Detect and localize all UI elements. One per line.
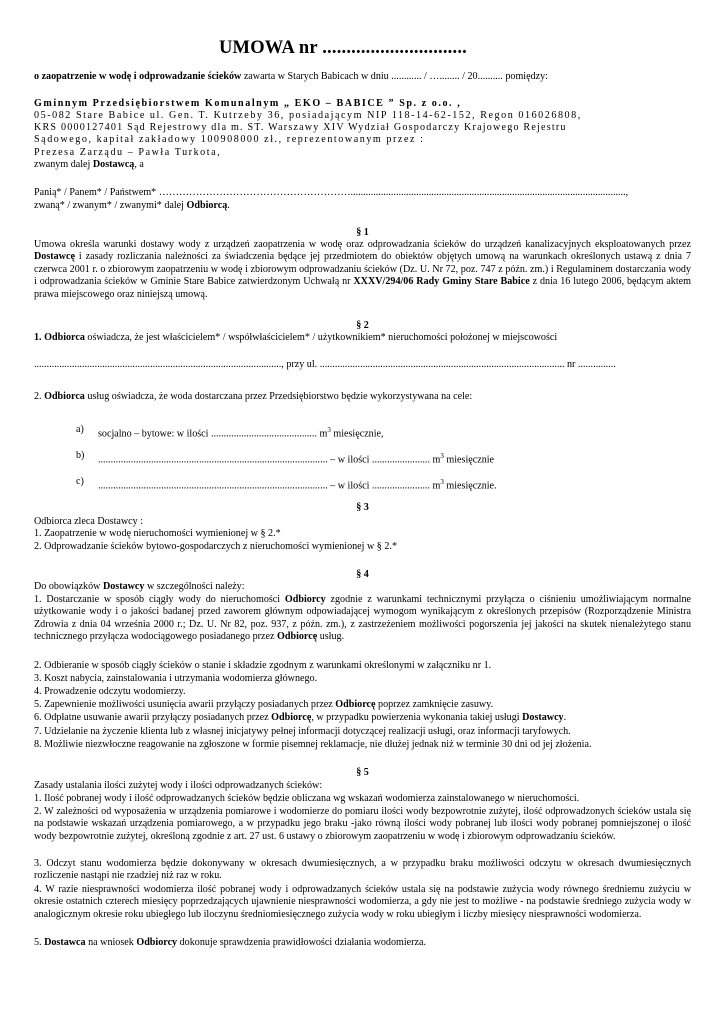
property-address-line: .................................................................................................., przy ul. ................................................................................................. nr ............... xyxy=(34,359,616,370)
section-5-item-5: 5. Dostawca na wniosek Odbiorcy dokonuje sprawdzenia prawidłowości działania wodomierza. xyxy=(34,937,427,948)
supplier-representative: Prezesa Zarządu – Pawła Turkota, xyxy=(34,147,222,158)
section-2-item-1: 1. Odbiorca oświadcza, że jest właścicielem* / współwłaścicielem* / użytkownikiem* nieruchomości położonej w miejscowości xyxy=(34,332,558,343)
section-3-item-2: 2. Odprowadzanie ścieków bytowo-gospodarczych z nieruchomości wymienionej w § 2.* xyxy=(34,541,397,552)
section-1-text: Umowa określa warunki dostawy wody z urządzeń zaopatrzenia w wodę oraz odprowadzania ścieków do urządzeń kanalizacyjnych eksploatowanych przez Dostawcę i zasady rozliczania należności za świadczenia będące jej przedmiotem do obiektów objętych umową na warunkach określonych ustawą z dnia 7 czerwca 2001 r. o zbiorowym zaopatrzeniu w wodę i zbiorowym odprowadzaniu ścieków (Dz. U. Nr 72, poz. 747 z późn. zm.) i Regulaminem dostarczania wody i odprowadzania ścieków w Gminie Stare Babice zatwierdzonym Uchwałą nr XXXV/294/06 Rady Gminy Stare Babice z dnia 16 lutego 2006, będącym aktem prawa miejscowego oraz niniejszą umową. xyxy=(34,239,691,300)
supplier-krs: KRS 0000127401 Sąd Rejestrowy dla m. ST. Warszawy XIV Wydział Gospodarczy Krajowego Rejestru xyxy=(34,122,567,133)
section-3-heading: § 3 xyxy=(356,502,369,513)
section-5-item-3: 3. Odczyt stanu wodomierza będzie dokonywany w okresach dwumiesięcznych, a w przypadku braku możliwości odczytu w okresach dwumiesięcznych rozliczenie nastąpi nie rzadziej niż raz w roku. xyxy=(34,858,691,882)
section-3-intro: Odbiorca zleca Dostawcy : xyxy=(34,516,144,527)
usage-label-b: b) xyxy=(76,450,85,461)
customer-called: zwaną* / zwanym* / zwanymi* dalej Odbiorcą. xyxy=(34,200,230,211)
supplier-address: 05-082 Stare Babice ul. Gen. T. Kutrzeby 36, posiadającym NIP 118-14-62-152, Regon 016026808, xyxy=(34,110,582,121)
section-2-heading: § 2 xyxy=(356,320,369,331)
section-4-item-4: 4. Prowadzenie odczytu wodomierzy. xyxy=(34,686,186,697)
intro-rest: zawarta w Starych Babicach w dniu ............ / …........ / 20.......... pomiędzy: xyxy=(241,71,548,82)
section-5-item-4: 4. W razie niesprawności wodomierza ilość pobranej wody i odprowadzanych ścieków ustala się na podstawie zużycia wody równego średniemu zużyciu w okresie ostatnich czterech miesięcy poprzedzających ujawnienie niesprawności wodomierza, a gdy nie jest to możliwe - na podstawie średniego zużycia wody w analogicznym okresie roku ubiegłego lub iloczynu średniomiesięcznego zużycia wody w roku ubiegłym i liczby miesięcy niesprawności wodomierza. xyxy=(34,884,691,920)
section-5-heading: § 5 xyxy=(356,767,369,778)
customer-line: Panią* / Panem* / Państwem* …………………………………………………............................................................................................................., xyxy=(34,187,629,198)
supplier-called: zwanym dalej Dostawcą, a xyxy=(34,159,144,170)
page-title: UMOWA nr .............................. xyxy=(219,38,467,58)
section-4-item-6: 6. Odpłatne usuwanie awarii przyłączy posiadanych przez Odbiorcę, w przypadku powierzenia wykonania takiej usługi Dostawcy. xyxy=(34,712,567,723)
section-4-heading: § 4 xyxy=(356,569,369,580)
section-3-item-1: 1. Zaopatrzenie w wodę nieruchomości wymienionej w § 2.* xyxy=(34,528,281,539)
intro-subject: o zaopatrzenie w wodę i odprowadzanie ścieków xyxy=(34,71,242,82)
section-2-item-2: 2. Odbiorca usług oświadcza, że woda dostarczana przez Przedsiębiorstwo będzie wykorzystywana na cele: xyxy=(34,391,473,402)
section-5-intro: Zasady ustalania ilości zużytej wody i ilości odprowadzanych ścieków: xyxy=(34,780,323,791)
usage-line-c: ........................................................................................... – w ilości ....................... $m^3$ miesięcznie. xyxy=(98,478,497,492)
section-4-item-1: 1. Dostarczanie w sposób ciągły wody do nieruchomości Odbiorcy zgodnie z warunkami technicznymi przyłącza o ciśnieniu umożliwiającym normalne użytkowanie wody i o jakości badanej przed zaworem głównym odpowiadającej wymogom wynikającym z określonych przepisów (Rozporządzenie Ministra Zdrowia z dnia 04 września 2000 r.; Dz. U. Nr 82, poz. 937, z późn. zm.), z zastrzeżeniem możliwości pogorszenia jej jakości na skutek nienależytego stanu technicznego przyłącza wodociągowego posiadanego przez Odbiorcę usług. xyxy=(34,594,691,643)
supplier-role: Dostawcą xyxy=(92,159,135,170)
section-4-item-2: 2. Odbieranie w sposób ciągły ścieków o stanie i składzie zgodnym z warunkami określonymi w załączniku nr 1. xyxy=(34,660,492,671)
section-4-intro: Do obowiązków Dostawcy w szczególności należy: xyxy=(34,581,245,592)
section-4-item-7: 7. Udzielanie na życzenie klienta lub z własnej inicjatywy pełnej informacji dotyczącej realizacji usługi, oraz informacji taryfowych. xyxy=(34,726,571,737)
supplier-name: Gminnym Przedsiębiorstwem Komunalnym „ EKO – BABICE ” Sp. z o.o. , xyxy=(34,98,462,109)
section-4-item-8: 8. Możliwie niezwłoczne reagowanie na zgłoszone w formie pisemnej reklamacje, nie dłużej jednak niż w terminie 30 dni od jej złożenia. xyxy=(34,739,592,750)
section-4-item-3: 3. Koszt nabycia, zainstalowania i utrzymania wodomierza głównego. xyxy=(34,673,318,684)
customer-role: Odbiorcą xyxy=(186,200,228,211)
section-4-item-5: 5. Zapewnienie możliwości usunięcia awarii przyłączy posiadanych przez Odbiorcę poprzez zamknięcie zasuwy. xyxy=(34,699,494,710)
section-5-item-2: 2. W zależności od wyposażenia w urządzenia pomiarowe i wodomierze do pomiaru ilości wody bezpowrotnie zużytej, ilość odprowadzonych ścieków ustala się na podstawie wskazań urządzenia pomiarowego, a w przypadku jego braku -jako równą ilości wody pobranej lub ilości wody pobranej pomniejszonej o ilość wody bezpowrotnie zużytej, określoną zgodnie z art. 27 ust. 6 ustawy o zbiorowym zaopatrzeniu w wodę i zbiorowym odprowadzaniu ścieków. xyxy=(34,806,691,842)
intro-line xyxy=(34,71,691,83)
section-1-heading: § 1 xyxy=(356,227,369,238)
usage-line-b: ........................................................................................... – w ilości ....................... $m^3$ miesięcznie xyxy=(98,452,495,466)
usage-label-c: c) xyxy=(76,476,84,487)
usage-label-a: a) xyxy=(76,424,84,435)
supplier-court: Sądowego, kapitał zakładowy 100908000 zł., reprezentowanym przez : xyxy=(34,134,425,145)
section-5-item-1: 1. Ilość pobranej wody i ilość odprowadzanych ścieków będzie obliczana wg wskazań wodomierza zainstalowanego w nieruchomości. xyxy=(34,793,580,804)
usage-line-a: socjalno – bytowe: w ilości .......................................... $m^3$ miesięcznie, xyxy=(98,426,384,440)
